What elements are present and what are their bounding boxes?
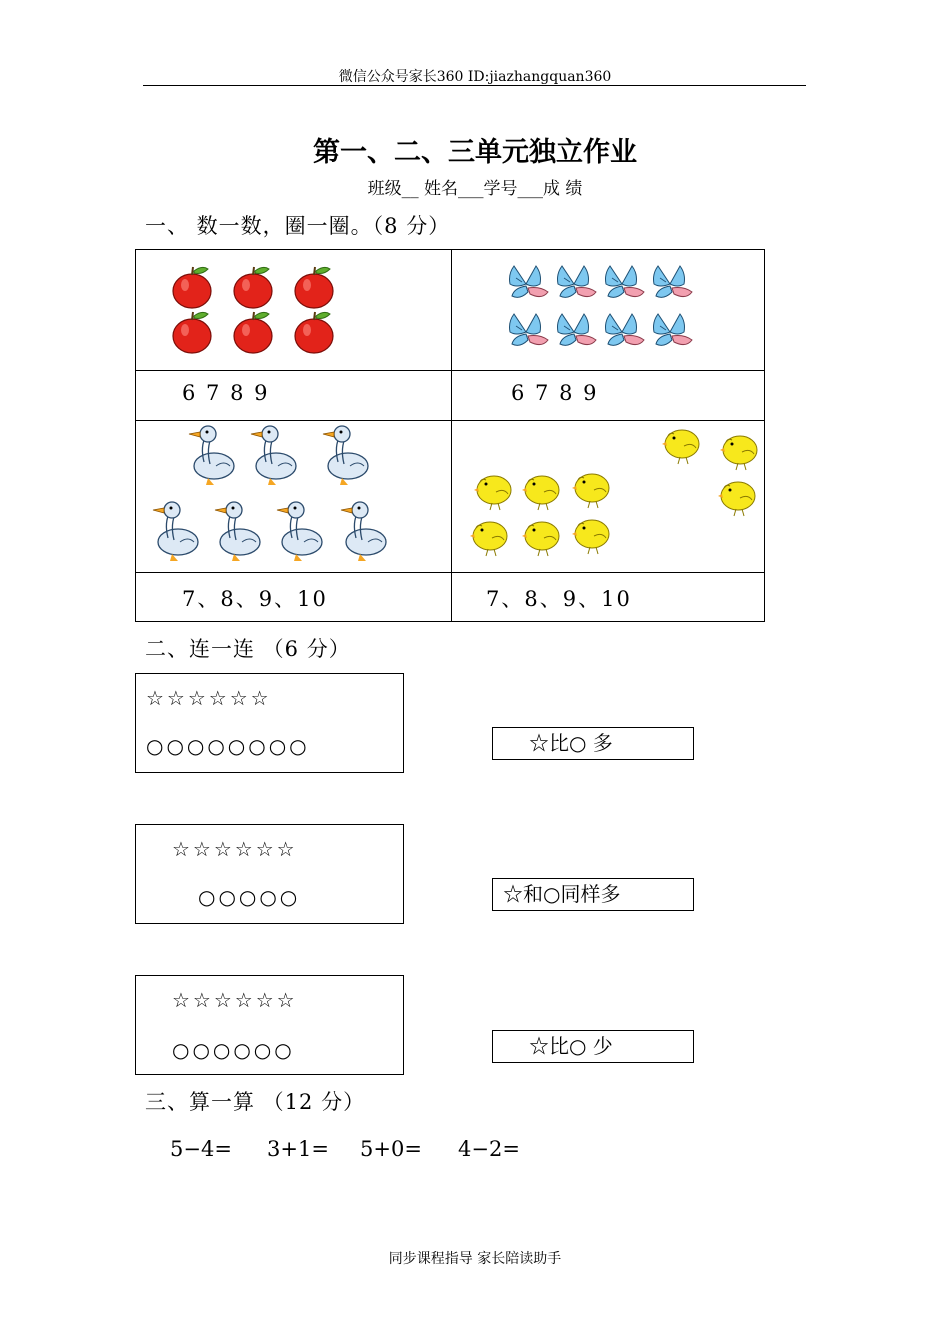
apple-icon [295, 312, 333, 353]
duck-icon [189, 426, 234, 485]
page-footer: 同步课程指导 家长陪读助手 [388, 1251, 562, 1267]
stars-row: ☆☆☆☆☆☆ [172, 988, 298, 1012]
chick-icon [662, 430, 699, 464]
stars-row: ☆☆☆☆☆☆ [172, 837, 298, 861]
duck-icon-group [150, 422, 410, 567]
apple-icon [234, 312, 272, 353]
match-label-less[interactable]: ☆比○ 少 [492, 1030, 694, 1063]
math-problem[interactable]: 5−4= [170, 1137, 232, 1161]
butterfly-icon [654, 314, 693, 345]
chick-icon-group [466, 422, 761, 567]
butterfly-icon [606, 266, 645, 297]
butterfly-icon [510, 266, 549, 297]
chick-icon [718, 482, 755, 516]
header-divider [143, 85, 806, 86]
apple-icon [173, 312, 211, 353]
section2-heading: 二、连一连 （6 分） [145, 637, 351, 661]
section3-heading: 三、算一算 （12 分） [145, 1090, 366, 1114]
duck-icon [251, 426, 296, 485]
duck-icon [153, 502, 198, 561]
circles-row: ○○○○○○ [172, 1038, 295, 1062]
circles-row: ○○○○○○○○ [146, 734, 310, 758]
section1-heading: 一、 数一数，圈一圈。（8 分） [145, 214, 451, 238]
match-group-1 [135, 673, 404, 773]
match-label-same[interactable]: ☆和○同样多 [492, 878, 694, 911]
apple-count-options[interactable]: 6 7 8 9 [182, 381, 270, 405]
apple-icon-group [166, 258, 346, 358]
butterfly-icon-group [506, 260, 706, 355]
counting-grid [135, 249, 765, 622]
duck-icon [323, 426, 368, 485]
butterfly-icon [558, 266, 597, 297]
math-problem[interactable]: 5+0= [360, 1137, 422, 1161]
match-label-more[interactable]: ☆比○ 多 [492, 727, 694, 760]
match-group-3 [135, 975, 404, 1075]
chick-icon [470, 522, 507, 556]
chick-count-options[interactable]: 7、8、9、10 [486, 587, 632, 611]
match-group-2 [135, 824, 404, 924]
butterfly-icon [606, 314, 645, 345]
butterfly-count-options[interactable]: 6 7 8 9 [511, 381, 599, 405]
chick-icon [522, 522, 559, 556]
student-info-line: 班级__ 姓名___学号___成 绩 [367, 179, 583, 199]
math-problem[interactable]: 4−2= [458, 1137, 520, 1161]
apple-icon [295, 267, 333, 308]
stars-row: ☆☆☆☆☆☆ [146, 686, 272, 710]
butterfly-icon [654, 266, 693, 297]
page-header: 微信公众号家长360 ID:jiazhangquan360 [338, 69, 612, 85]
duck-icon [341, 502, 386, 561]
chick-icon [572, 474, 609, 508]
math-problem[interactable]: 3+1= [267, 1137, 329, 1161]
apple-icon [173, 267, 211, 308]
butterfly-icon [558, 314, 597, 345]
butterfly-icon [510, 314, 549, 345]
chick-icon [474, 476, 511, 510]
duck-icon [215, 502, 260, 561]
apple-icon [234, 267, 272, 308]
chick-icon [720, 436, 757, 470]
chick-icon [522, 476, 559, 510]
duck-count-options[interactable]: 7、8、9、10 [182, 587, 328, 611]
circles-row: ○○○○○ [198, 885, 301, 909]
chick-icon [572, 520, 609, 554]
duck-icon [277, 502, 322, 561]
page-title: 第一、二、三单元独立作业 [313, 137, 637, 168]
